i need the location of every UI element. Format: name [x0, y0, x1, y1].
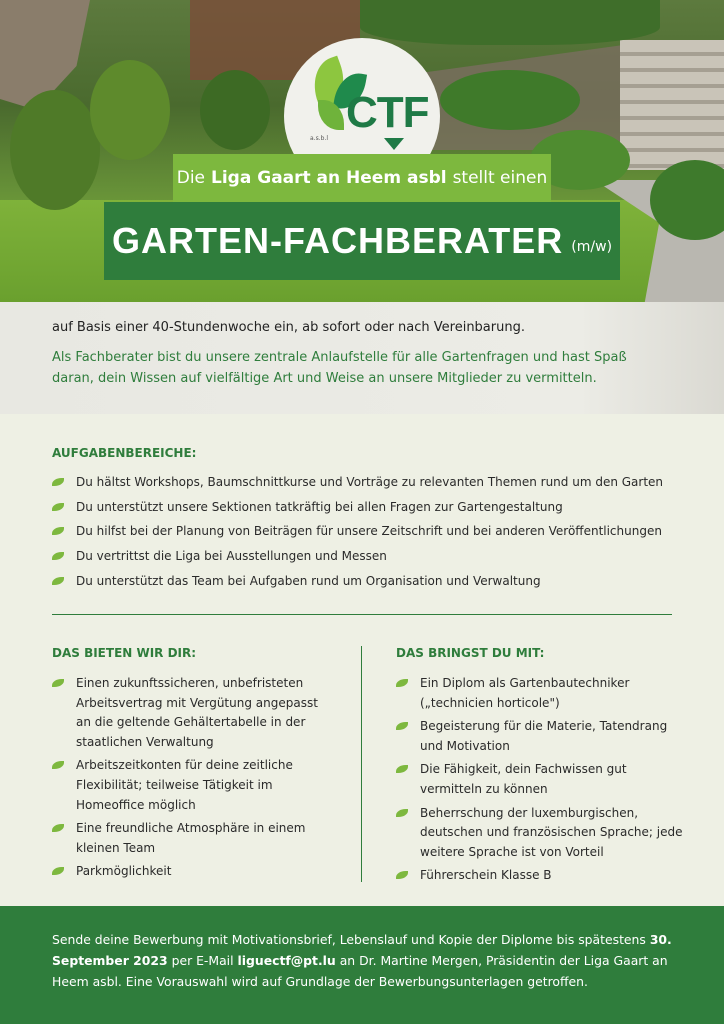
list-item: [396, 674, 686, 713]
tasks-list: [52, 470, 682, 593]
intro-section: [0, 302, 724, 414]
footer-text-3: an Dr. Martine Mergen, Präsidentin der Liga Gaart an Heem asbl. Eine Vorauswahl wird auf Grundlage der Bewerbungsunterlagen getroffen.: [52, 953, 668, 989]
list-item: [52, 862, 332, 882]
deadline: 30. September 2023: [52, 932, 672, 968]
list-item: [52, 470, 682, 495]
leaf-icon: [396, 809, 408, 817]
list-item: [52, 495, 682, 520]
application-footer: [0, 906, 724, 1024]
hedge: [360, 0, 660, 45]
leaf-icon: [396, 765, 408, 773]
list-item-text: Parkmöglichkeit: [76, 864, 172, 879]
tasks-heading: AUFGABENBEREICHE:: [52, 446, 197, 460]
list-item-text: Einen zukunftssicheren, unbefristeten Arbeitsvertrag mit Vergütung angepasst an die geltende Gehältertabelle in der staatlichen Verwaltung: [76, 676, 318, 749]
list-item: [52, 519, 682, 544]
bring-section: [396, 646, 686, 890]
leaf-icon: [396, 722, 408, 730]
list-item-text: Ein Diplom als Gartenbautechniker („technicien horticole"): [420, 676, 630, 710]
leaf-icon: [52, 867, 64, 875]
leaf-icon: [52, 824, 64, 832]
list-item: [52, 819, 332, 858]
shrub: [200, 70, 270, 150]
logo-subtext: a.s.b.l: [310, 135, 328, 142]
list-item-text: Du vertrittst die Liga bei Ausstellungen und Messen: [76, 549, 387, 564]
offer-heading: DAS BIETEN WIR DIR:: [52, 646, 197, 660]
email-link[interactable]: liguectf@pt.lu: [237, 953, 336, 968]
tree: [10, 90, 100, 210]
list-item: [396, 717, 686, 756]
leaf-icon: [52, 503, 64, 511]
list-item: [52, 568, 682, 593]
list-item: [396, 804, 686, 863]
garden-stairs: [620, 40, 724, 170]
header-post: stellt einen: [452, 168, 548, 188]
list-item: [396, 866, 686, 886]
offer-list: [52, 674, 332, 882]
leaf-icon: [396, 679, 408, 687]
list-item-text: Eine freundliche Atmosphäre in einem kleinen Team: [76, 821, 306, 855]
hosta-bed: [440, 70, 580, 130]
leaf-icon: [52, 761, 64, 769]
leaf-icon: [52, 679, 64, 687]
list-item-text: Begeisterung für die Materie, Tatendrang und Motivation: [420, 719, 668, 753]
gender-note: (m/w): [571, 239, 613, 255]
header-pre: Die: [176, 168, 206, 188]
triangle-icon: [384, 138, 404, 150]
list-item-text: Du hilfst bei der Planung von Beiträgen für unsere Zeitschrift und bei anderen Veröffentlichungen: [76, 524, 662, 539]
list-item-text: Beherrschung der luxemburgischen, deutschen und französischen Sprache; jede weitere Sprache ist von Vorteil: [420, 805, 683, 859]
leaf-icon: [396, 871, 408, 879]
leaf-icon: [52, 577, 64, 585]
page-title: GARTEN-FACHBERATER: [111, 220, 564, 261]
list-item: [52, 756, 332, 815]
list-item: [52, 674, 332, 752]
leaf-icon: [52, 552, 64, 560]
footer-text-1: Sende deine Bewerbung mit Motivationsbrief, Lebenslauf und Kopie der Diplome bis spätestens: [52, 932, 646, 947]
list-item-text: Du unterstützt unsere Sektionen tatkräftig bei allen Fragen zur Gartengestaltung: [76, 499, 563, 514]
column-divider: [361, 646, 362, 882]
list-item-text: Führerschein Klasse B: [420, 868, 552, 883]
divider: [52, 614, 672, 615]
list-item: [396, 760, 686, 799]
bring-list: [396, 674, 686, 886]
logo-text: CTF: [346, 88, 429, 137]
bring-heading: DAS BRINGST DU MIT:: [396, 646, 545, 660]
offer-section: [52, 646, 332, 886]
list-item: [52, 544, 682, 569]
intro-line2: Als Fachberater bist du unsere zentrale Anlaufstelle für alle Gartenfragen und hast Spaß daran, dein Wissen auf vielfältige Art und Weise an unsere Mitglieder zu vermitteln.: [52, 350, 627, 386]
header-banner: [173, 154, 551, 202]
header-org: Liga Gaart an Heem asbl: [211, 168, 447, 188]
leaf-icon: [52, 478, 64, 486]
list-item-text: Die Fähigkeit, dein Fachwissen gut vermitteln zu können: [420, 762, 627, 796]
list-item-text: Arbeitszeitkonten für deine zeitliche Flexibilität; teilweise Tätigkeit im Homeoffice möglich: [76, 758, 293, 812]
intro-line1: auf Basis einer 40-Stundenwoche ein, ab sofort oder nach Vereinbarung.: [52, 320, 525, 335]
tasks-section: [52, 446, 682, 593]
footer-text-2: per E-Mail: [171, 953, 234, 968]
list-item-text: Du unterstützt das Team bei Aufgaben rund um Organisation und Verwaltung: [76, 573, 541, 588]
tree: [90, 60, 170, 160]
title-banner: [104, 202, 620, 280]
list-item-text: Du hältst Workshops, Baumschnittkurse und Vorträge zu relevanten Themen rund um den Garten: [76, 475, 664, 490]
leaf-icon: [52, 527, 64, 535]
